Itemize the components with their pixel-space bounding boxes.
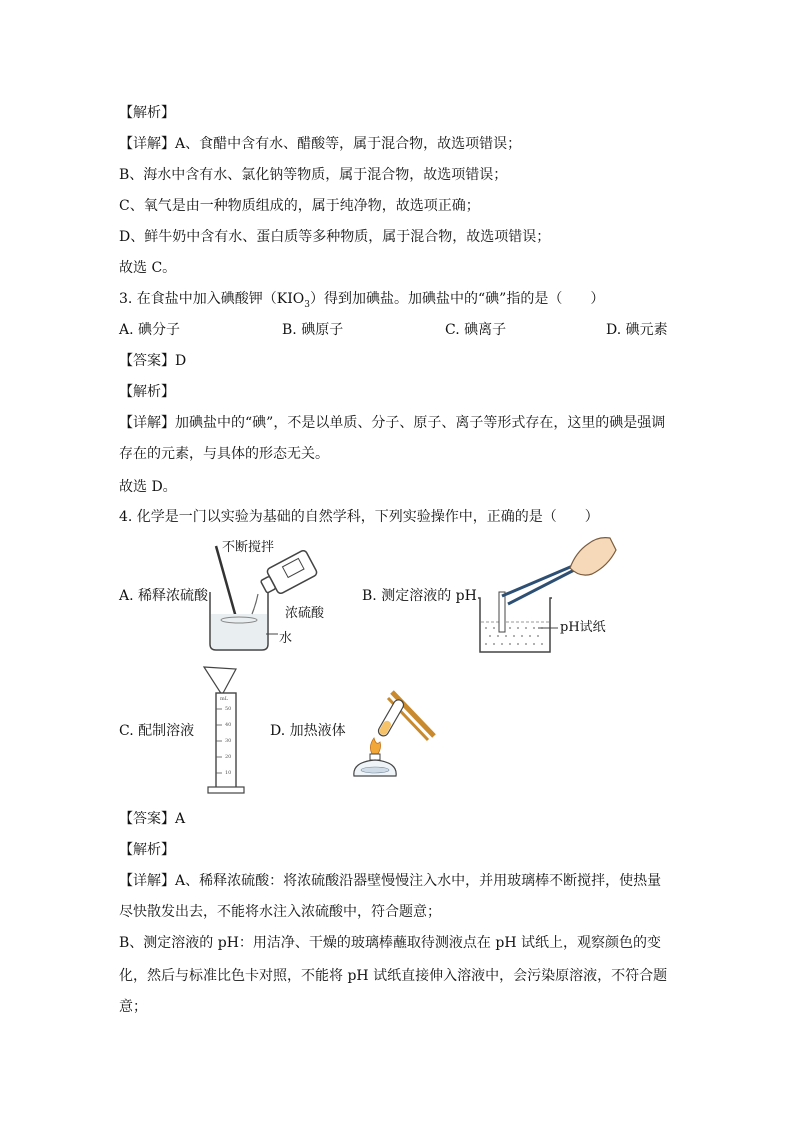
q4-option-d: D. 加热液体 xyxy=(270,723,346,739)
flame-icon xyxy=(370,738,380,756)
test-tube xyxy=(377,698,406,738)
ph-paper-label: pH试纸 xyxy=(560,620,606,635)
cylinder-tick: 30 xyxy=(225,738,232,744)
q4-detail-line: B、测定溶液的 pH：用洁净、干燥的玻璃棒蘸取待测液点在 pH 试纸上，观察颜色的变 xyxy=(119,935,661,951)
analysis-line: D、鲜牛奶中含有水、蛋白质等多种物质，属于混合物，故选项错误； xyxy=(119,229,551,245)
ph-paper xyxy=(499,592,505,632)
q4-option-c: C. 配制溶液 xyxy=(119,723,195,739)
q3-option-d: D. 碘元素 xyxy=(606,322,668,338)
heating-liquid-figure xyxy=(340,684,440,784)
analysis-line: B、海水中含有水、氯化钠等物质，属于混合物，故选项错误； xyxy=(119,167,508,183)
q4-option-b: B. 测定溶液的 pH xyxy=(362,588,477,604)
q4-detail-line: 【详解】A、稀释浓硫酸：将浓硫酸沿器壁慢慢注入水中，并用玻璃棒不断搅拌，使热量 xyxy=(119,873,662,889)
water-label: 水 xyxy=(279,631,293,646)
q3-analysis-heading: 【解析】 xyxy=(119,384,175,400)
q4-option-a: A. 稀释浓硫酸 xyxy=(119,588,209,604)
q4-answer: 【答案】A xyxy=(119,811,186,827)
ph-test-figure xyxy=(470,532,620,657)
q3-option-a: A. 碘分子 xyxy=(119,322,181,338)
analysis-line: C、氧气是由一种物质组成的，属于纯净物，故选项正确； xyxy=(119,198,480,214)
graduated-cylinder-figure xyxy=(198,665,248,797)
question-4-stem: 4. 化学是一门以实验为基础的自然学科，下列实验操作中，正确的是（ ） xyxy=(119,509,599,525)
hand-icon xyxy=(570,538,616,576)
q3-answer: 【答案】D xyxy=(119,353,187,369)
cylinder-tick: 10 xyxy=(225,770,232,776)
q4-detail-line: 化，然后与标准比色卡对照，不能将 pH 试纸直接伸入溶液中，会污染原溶液，不符合题 xyxy=(119,968,668,984)
q3-detail-line: 存在的元素，与具体的形态无关。 xyxy=(119,446,329,462)
analysis-heading: 【解析】 xyxy=(119,105,175,121)
cylinder-tick: 40 xyxy=(225,722,232,728)
stir-label: 不断搅拌 xyxy=(222,540,275,555)
q4-detail-line: 意； xyxy=(119,999,147,1015)
acid-label: 浓硫酸 xyxy=(285,606,325,621)
q3-detail-line: 【详解】加碘盐中的“碘”，不是以单质、分子、原子、离子等形式存在，这里的碘是强调 xyxy=(119,415,666,431)
analysis-line: 【详解】A、食醋中含有水、醋酸等，属于混合物，故选项错误； xyxy=(119,136,522,152)
acid-bottle xyxy=(257,549,318,599)
q3-option-b: B. 碘原子 xyxy=(282,322,344,338)
q3-option-c: C. 碘离子 xyxy=(445,322,507,338)
conclusion-line: 故选 C。 xyxy=(119,260,177,276)
question-3-stem: 3. 在食盐中加入碘酸钾$(KIO_3)$得到加碘盐。加碘盐中的“碘”指的是（ ） xyxy=(119,291,605,310)
cylinder-tick: 50 xyxy=(225,706,232,712)
q4-detail-line: 尽快散发出去，不能将水注入浓硫酸中，符合题意； xyxy=(119,904,441,920)
beaker xyxy=(478,598,552,652)
q3-conclusion: 故选 D。 xyxy=(119,479,177,495)
funnel xyxy=(204,667,236,695)
q4-analysis-heading: 【解析】 xyxy=(119,842,175,858)
cylinder-unit: mL xyxy=(220,696,229,702)
cylinder-tick: 20 xyxy=(225,754,232,760)
